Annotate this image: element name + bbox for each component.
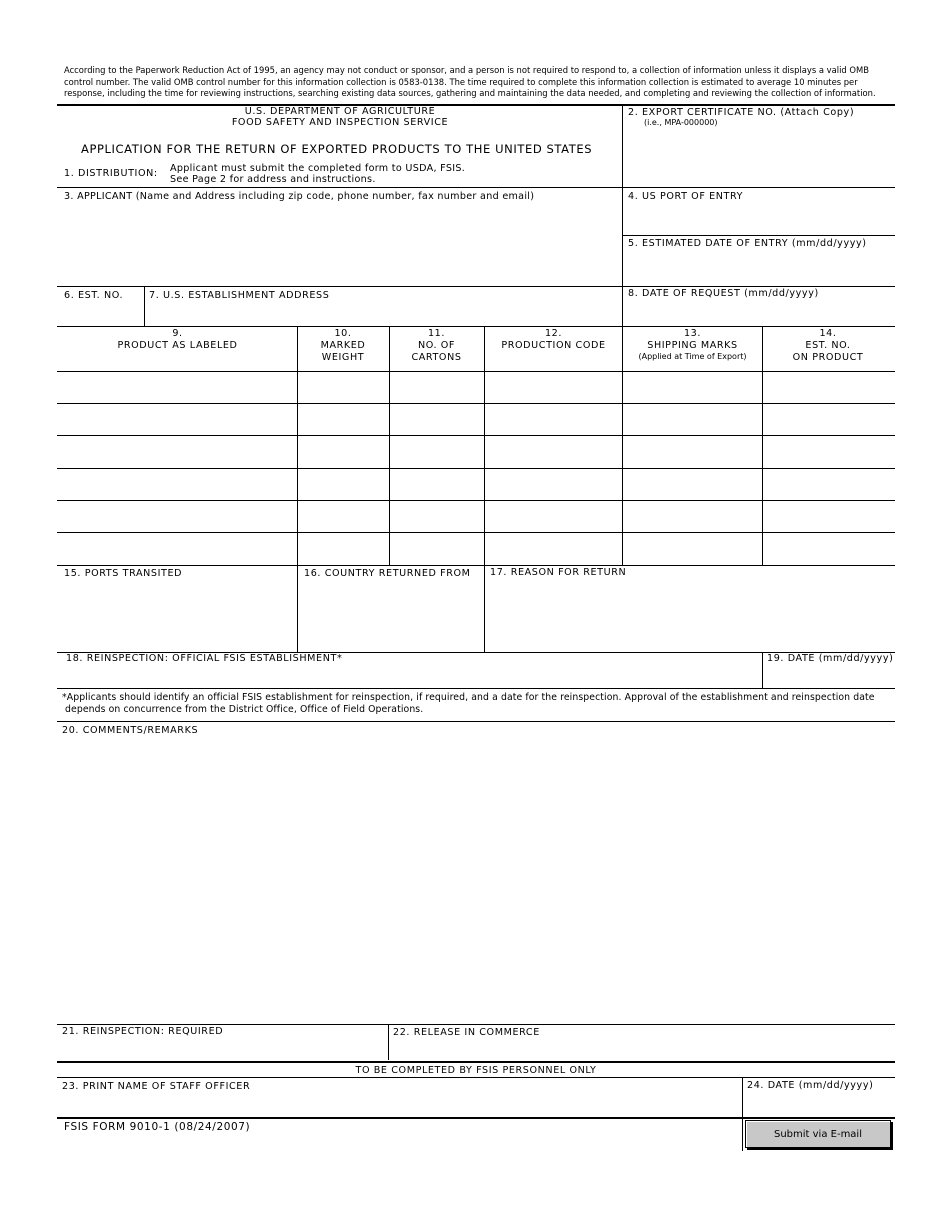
col-10-header: 10. MARKED WEIGHT [320,328,366,363]
field-2-hint: (i.e., MPA-000000) [644,118,718,127]
table-row-line [57,565,895,566]
table-top-border [57,326,895,327]
table-cell-input[interactable] [763,533,894,564]
table-cell-input[interactable] [390,372,483,402]
ports-transited-input[interactable] [58,581,296,650]
table-cell-input[interactable] [763,501,894,531]
col-14-header: 14. EST. NO. ON PRODUCT [792,328,864,363]
row-divider-2 [57,286,895,287]
table-cell-input[interactable] [298,404,388,434]
table-cell-input[interactable] [298,501,388,531]
agency-name: U.S. DEPARTMENT OF AGRICULTURE [244,106,436,117]
field-23-label: 23. PRINT NAME OF STAFF OFFICER [62,1081,251,1092]
table-cell-input[interactable] [763,404,894,434]
distribution-line1: Applicant must submit the completed form to USDA, FSIS. [170,163,466,174]
table-cell-input[interactable] [485,469,621,499]
officer-date-input[interactable] [744,1093,894,1115]
table-cell-input[interactable] [763,469,894,499]
table-cell-input[interactable] [390,436,483,467]
paperwork-notice: According to the Paperwork Reduction Act of 1995, an agency may not conduct or sponsor, and a person is not required to respond to, a collection of information unless it displays a valid OMB control number. The valid OMB control number for this information collection is 0583-0138. The time required to complete this information collection is estimated to average 10 minutes per response, including the time for reviewing instructions, searching existing data sources, gathering and maintaining the data needed, and completing and reviewing the collection of information. [64,65,876,99]
header-divider [622,104,623,326]
table-cell-input[interactable] [298,469,388,499]
col-12-header: 12. PRODUCTION CODE [501,328,606,351]
est-no-divider [144,286,145,326]
footnote-line1: *Applicants should identify an official FSIS establishment for reinspection, if required, and a date for the reinspection. Approval of the establishment and reinspection date [62,692,875,703]
submit-via-email-button[interactable]: Submit via E-mail [745,1120,891,1148]
fsis-section-top [57,1061,895,1063]
country-returned-input[interactable] [298,581,483,650]
release-in-commerce-input[interactable] [390,1040,894,1059]
reason-for-return-input[interactable] [485,580,894,650]
table-cell-input[interactable] [623,533,761,564]
table-cell-input[interactable] [623,501,761,531]
col-13-header: 13. SHIPPING MARKS (Applied at Time of Export) [638,328,747,361]
table-cell-input[interactable] [58,436,296,467]
table-cell-input[interactable] [58,404,296,434]
fsis-only-heading: TO BE COMPLETED BY FSIS PERSONNEL ONLY [355,1065,597,1076]
field-17-label: 17. REASON FOR RETURN [490,567,627,578]
table-cell-input[interactable] [58,372,296,402]
table-cell-input[interactable] [485,372,621,402]
table-cell-input[interactable] [485,533,621,564]
field-4-label: 4. US PORT OF ENTRY [628,191,744,202]
table-cell-input[interactable] [763,436,894,467]
table-cell-input[interactable] [390,533,483,564]
table-cell-input[interactable] [58,533,296,564]
table-cell-input[interactable] [623,436,761,467]
date-24-divider [742,1077,743,1151]
table-cell-input[interactable] [298,436,388,467]
table-cell-input[interactable] [485,501,621,531]
row-divider-5 [57,721,895,722]
establishment-address-input[interactable] [146,303,620,325]
field-21-22-divider [388,1024,389,1060]
distribution-line2: See Page 2 for address and instructions. [170,174,376,185]
field-8-label: 8. DATE OF REQUEST (mm/dd/yyyy) [628,288,819,299]
staff-officer-name-input[interactable] [58,1094,740,1116]
est-no-input[interactable] [58,303,142,325]
col-9-header: 9. PRODUCT AS LABELED [117,328,238,351]
field-2-label: 2. EXPORT CERTIFICATE NO. (Attach Copy) [628,107,855,118]
reinspection-required-input[interactable] [58,1039,386,1059]
agency-service: FOOD SAFETY AND INSPECTION SERVICE [231,117,449,128]
footnote-line2: depends on concurrence from the District Office, Office of Field Operations. [65,704,424,715]
table-cell-input[interactable] [390,501,483,531]
row-divider-4 [57,688,895,689]
row-divider-7 [57,1077,895,1078]
field-24-label: 24. DATE (mm/dd/yyyy) [747,1080,874,1091]
bottom-border [57,1117,895,1119]
field-19-label: 19. DATE (mm/dd/yyyy) [767,653,894,664]
field-21-label: 21. REINSPECTION: REQUIRED [62,1026,224,1037]
field-5-label: 5. ESTIMATED DATE OF ENTRY (mm/dd/yyyy) [628,238,867,249]
field-20-label: 20. COMMENTS/REMARKS [62,725,199,736]
table-cell-input[interactable] [390,469,483,499]
reinspection-establishment-input[interactable] [58,666,760,687]
row-divider-1 [57,187,895,188]
table-cell-input[interactable] [623,469,761,499]
row-divider-4-5 [622,235,895,236]
field-22-label: 22. RELEASE IN COMMERCE [393,1027,540,1038]
table-cell-input[interactable] [623,372,761,402]
field-16-label: 16. COUNTRY RETURNED FROM [304,568,471,579]
table-cell-input[interactable] [763,372,894,402]
field-6-label: 6. EST. NO. [64,290,124,301]
table-cell-input[interactable] [390,404,483,434]
distribution-label: 1. DISTRIBUTION: [64,168,158,179]
date-of-request-input[interactable] [624,301,894,325]
table-cell-input[interactable] [623,404,761,434]
field-18-label: 18. REINSPECTION: OFFICIAL FSIS ESTABLISHMENT* [66,653,343,664]
table-cell-input[interactable] [58,501,296,531]
estimated-date-input[interactable] [624,251,894,284]
field-3-label: 3. APPLICANT (Name and Address including zip code, phone number, fax number and email) [64,191,535,202]
form-id: FSIS FORM 9010-1 (08/24/2007) [64,1121,251,1133]
applicant-input[interactable] [58,204,620,284]
field-15-label: 15. PORTS TRANSITED [64,568,183,579]
field-7-label: 7. U.S. ESTABLISHMENT ADDRESS [149,290,330,301]
reinspection-date-input[interactable] [764,666,894,687]
form-title: APPLICATION FOR THE RETURN OF EXPORTED PRODUCTS TO THE UNITED STATES [81,142,593,156]
port-of-entry-input[interactable] [624,204,894,234]
comments-input[interactable] [58,740,894,1022]
date-19-divider [762,652,763,688]
table-cell-input[interactable] [298,533,388,564]
table-cell-input[interactable] [485,436,621,467]
table-cell-input[interactable] [298,372,388,402]
col-11-header: 11. NO. OF CARTONS [411,328,462,363]
export-certificate-input[interactable] [624,130,894,186]
row-divider-6 [57,1024,895,1025]
table-cell-input[interactable] [58,469,296,499]
table-cell-input[interactable] [485,404,621,434]
